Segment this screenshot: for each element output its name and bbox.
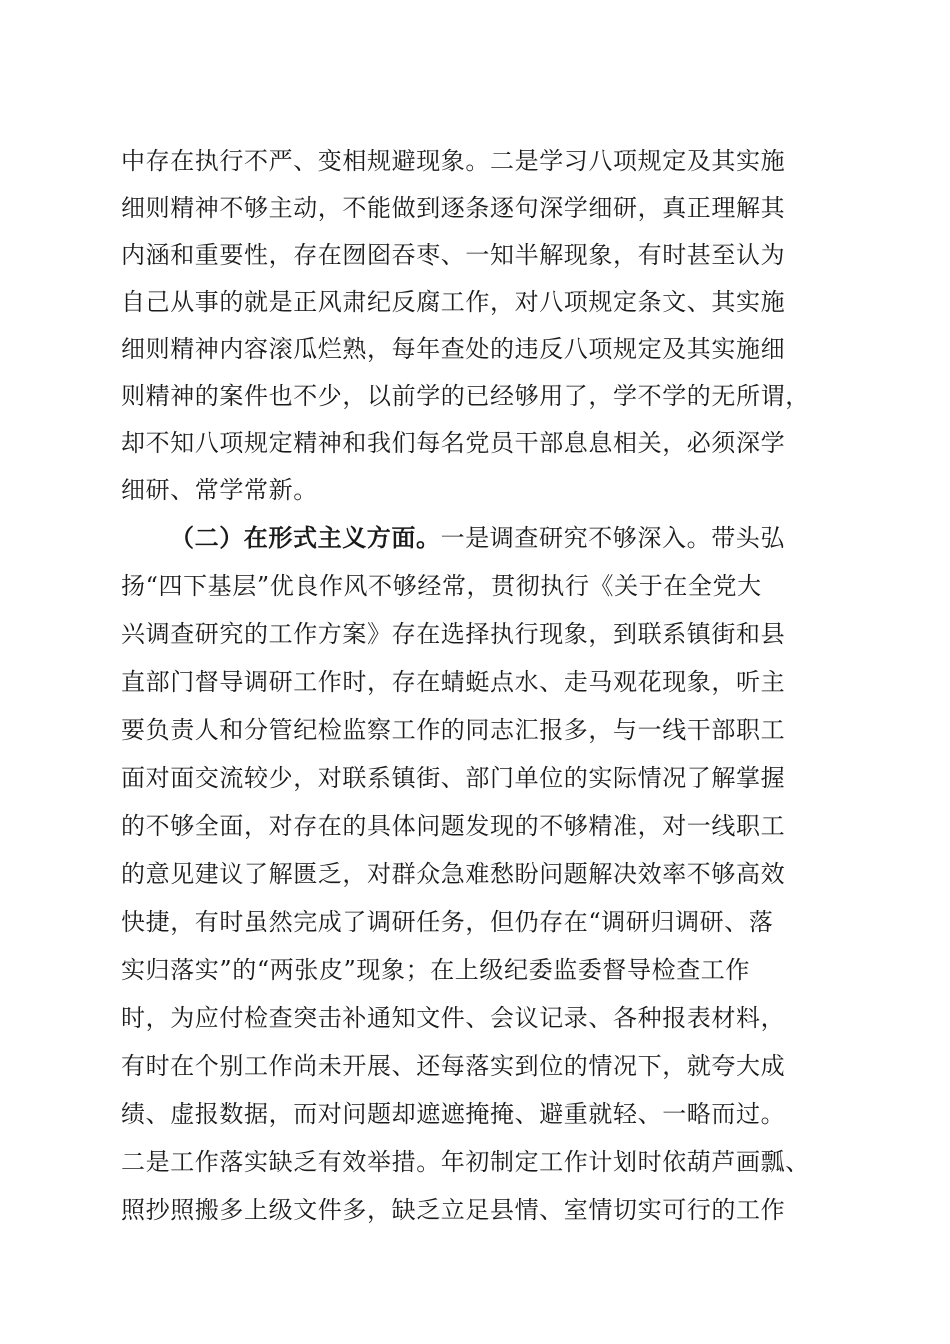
- text-line: 扬“四下基层”优良作风不够经常，贯彻执行《关于在全党大: [121, 572, 762, 600]
- text-line: 则精神的案件也不少，以前学的已经够用了，学不学的无所谓，: [121, 382, 810, 410]
- text-line: 要负责人和分管纪检监察工作的同志汇报多，与一线干部职工: [121, 716, 786, 744]
- section-heading-rest: 一是调查研究不够深入。带头弘: [440, 524, 786, 552]
- text-line: 却不知八项规定精神和我们每名党员干部息息相关，必须深学: [121, 429, 786, 457]
- text-line: 内涵和重要性，存在囫囵吞枣、一知半解现象，有时甚至认为: [121, 241, 786, 269]
- text-line: 细则精神不够主动，不能做到逐条逐句深学细研，真正理解其: [121, 194, 786, 222]
- text-line: 的意见建议了解匮乏，对群众急难愁盼问题解决效率不够高效: [121, 860, 786, 888]
- section-heading-line: [170, 518, 830, 558]
- text-line: 实归落实”的“两张皮”现象；在上级纪委监委督导检查工作: [121, 956, 751, 984]
- text-line: 时，为应付检查突击补通知文件、会议记录、各种报表材料，: [121, 1004, 786, 1032]
- text-line: 有时在个别工作尚未开展、还每落实到位的情况下，就夸大成: [121, 1052, 786, 1080]
- text-line: 细则精神内容滚瓜烂熟，每年查处的违反八项规定及其实施细: [121, 335, 786, 363]
- text-line: 自己从事的就是正风肃纪反腐工作，对八项规定条文、其实施: [121, 288, 786, 316]
- text-line: 面对面交流较少，对联系镇街、部门单位的实际情况了解掌握: [121, 764, 786, 792]
- text-line: 绩、虚报数据，而对问题却遮遮掩掩、避重就轻、一略而过。: [121, 1100, 786, 1128]
- text-line: 直部门督导调研工作时，存在蜻蜓点水、走马观花现象，听主: [121, 668, 786, 696]
- text-line: 细研、常学常新。: [121, 476, 318, 504]
- text-line: 的不够全面，对存在的具体问题发现的不够精准，对一线职工: [121, 812, 786, 840]
- text-line: 快捷，有时虽然完成了调研任务，但仍存在“调研归调研、落: [121, 908, 774, 936]
- text-line: 中存在执行不严、变相规避现象。二是学习八项规定及其实施: [121, 147, 786, 175]
- section-heading: （二）在形式主义方面。: [170, 523, 441, 552]
- text-line: 兴调查研究的工作方案》存在选择执行现象，到联系镇街和县: [121, 620, 786, 648]
- text-line: 照抄照搬多上级文件多，缺乏立足县情、室情切实可行的工作: [121, 1196, 786, 1224]
- text-line: 二是工作落实缺乏有效举措。年初制定工作计划时依葫芦画瓢、: [121, 1148, 810, 1176]
